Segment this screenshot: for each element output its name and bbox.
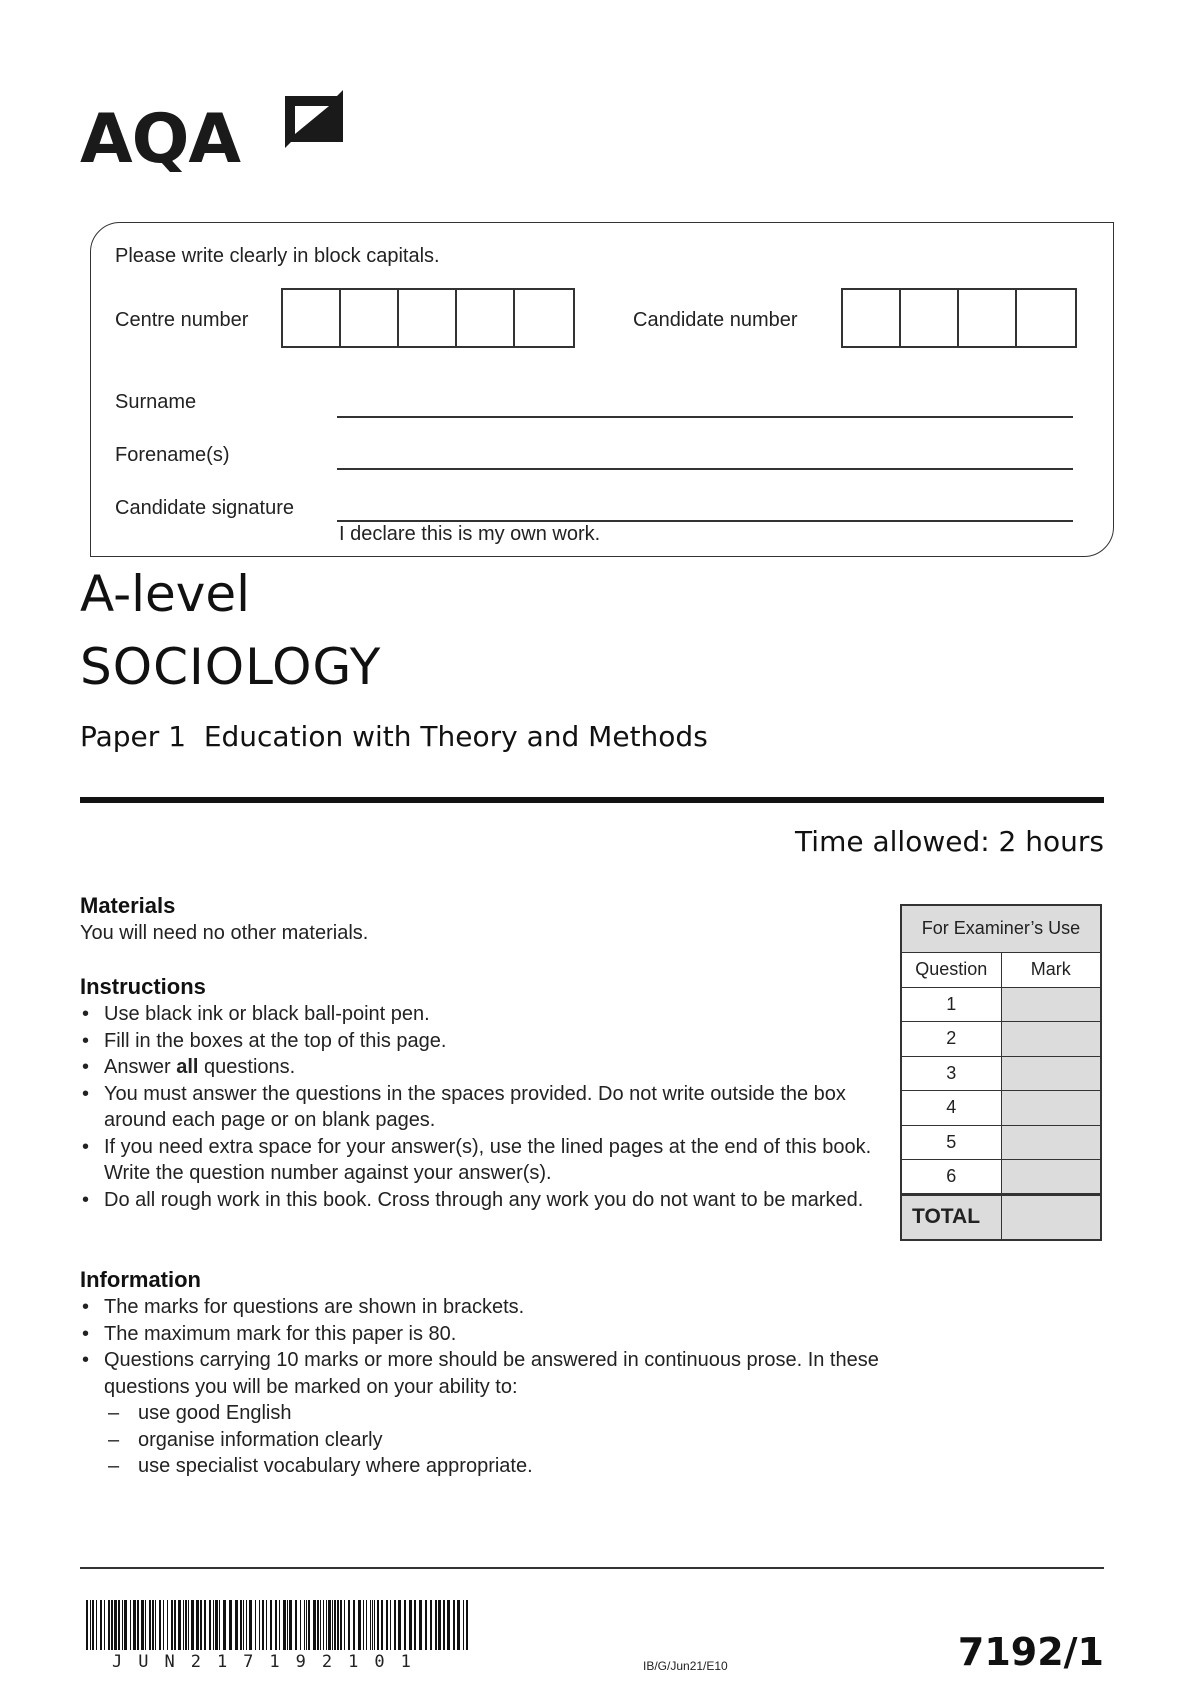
table-row xyxy=(901,987,1101,1022)
mark-cell xyxy=(1001,1091,1101,1126)
candidate-number-digit-box[interactable] xyxy=(1017,290,1075,346)
list-item: • You must answer the questions in the spaces provided. Do not write outside the box around each page or on blank pages. xyxy=(80,1081,900,1134)
candidate-number-digit-box[interactable] xyxy=(901,290,959,346)
table-row xyxy=(901,1056,1101,1091)
time-allowed: Time allowed: 2 hours xyxy=(795,825,1104,858)
surname-field[interactable] xyxy=(337,416,1073,418)
total-label: TOTAL xyxy=(901,1194,1001,1240)
list-item xyxy=(80,1347,900,1480)
qualification-level: A-level xyxy=(80,565,251,623)
mark-cell xyxy=(1001,1022,1101,1057)
subject-title: SOCIOLOGY xyxy=(80,638,382,696)
aqa-logo xyxy=(80,88,350,188)
list-item-text: Answer xyxy=(104,1056,177,1078)
logo-text: AQA xyxy=(80,100,241,179)
instructions-heading: Instructions xyxy=(80,974,206,999)
materials-heading: Materials xyxy=(80,893,176,918)
logo-mark-icon xyxy=(285,90,345,150)
barcode-icon xyxy=(86,1600,470,1650)
instructions-list xyxy=(80,1001,900,1213)
sublist-item: – use good English xyxy=(104,1400,900,1427)
table-row xyxy=(901,1091,1101,1126)
table-row xyxy=(901,1022,1101,1057)
sublist-item: – organise information clearly xyxy=(104,1427,900,1454)
list-item: • If you need extra space for your answer(s), use the lined pages at the end of this book. Write the question number against your answer(s). xyxy=(80,1134,900,1187)
sublist-item: – use specialist vocabulary where appropriate. xyxy=(104,1453,900,1480)
candidate-number-digit-box[interactable] xyxy=(959,290,1017,346)
table-row xyxy=(901,1160,1101,1195)
examiner-table-title: For Examiner’s Use xyxy=(901,905,1101,952)
list-item-text: questions. xyxy=(198,1056,296,1078)
list-item: • Use black ink or black ball-point pen. xyxy=(80,1001,900,1028)
candidate-number-boxes[interactable] xyxy=(841,288,1077,348)
paper-code: 7192/1 xyxy=(957,1630,1104,1674)
ability-sublist xyxy=(80,1400,900,1480)
signature-label: Candidate signature xyxy=(115,497,295,519)
centre-number-label: Centre number xyxy=(115,309,249,331)
question-number: 3 xyxy=(901,1056,1001,1091)
question-number: 6 xyxy=(901,1160,1001,1195)
candidate-number-digit-box[interactable] xyxy=(843,290,901,346)
paper-title: Paper 1 Education with Theory and Methods xyxy=(80,720,708,753)
centre-number-digit-box[interactable] xyxy=(515,290,573,346)
total-mark-cell xyxy=(1001,1194,1101,1240)
examiner-use-table xyxy=(900,904,1102,1241)
question-column-header: Question xyxy=(901,952,1001,987)
list-item: • Fill in the boxes at the top of this page. xyxy=(80,1028,900,1055)
document-reference: IB/G/Jun21/E10 xyxy=(643,1659,728,1673)
list-item xyxy=(80,1054,900,1081)
question-number: 4 xyxy=(901,1091,1001,1126)
candidate-details-box xyxy=(90,222,1114,557)
forename-label: Forename(s) xyxy=(115,444,230,466)
mark-cell xyxy=(1001,987,1101,1022)
list-item: • The marks for questions are shown in brackets. xyxy=(80,1294,900,1321)
centre-number-digit-box[interactable] xyxy=(399,290,457,346)
question-number: 2 xyxy=(901,1022,1001,1057)
question-number: 5 xyxy=(901,1125,1001,1160)
barcode-text: JUN217192101 xyxy=(112,1652,427,1672)
footer-divider xyxy=(80,1567,1104,1569)
materials-text: You will need no other materials. xyxy=(80,922,369,944)
mark-cell xyxy=(1001,1160,1101,1195)
block-capitals-instruction: Please write clearly in block capitals. xyxy=(115,245,440,267)
centre-number-boxes[interactable] xyxy=(281,288,575,348)
mark-cell xyxy=(1001,1125,1101,1160)
list-item: • The maximum mark for this paper is 80. xyxy=(80,1321,900,1348)
forename-field[interactable] xyxy=(337,468,1073,470)
candidate-number-label: Candidate number xyxy=(633,309,798,331)
centre-number-digit-box[interactable] xyxy=(457,290,515,346)
centre-number-digit-box[interactable] xyxy=(341,290,399,346)
information-list xyxy=(80,1294,900,1480)
mark-cell xyxy=(1001,1056,1101,1091)
table-row xyxy=(901,1125,1101,1160)
mark-column-header: Mark xyxy=(1001,952,1101,987)
list-item: • Do all rough work in this book. Cross through any work you do not want to be marked. xyxy=(80,1187,900,1214)
information-heading: Information xyxy=(80,1267,201,1292)
question-number: 1 xyxy=(901,987,1001,1022)
signature-field[interactable] xyxy=(337,520,1073,522)
list-item-text: Questions carrying 10 marks or more should be answered in continuous prose. In these questions you will be marked on your ability to: xyxy=(104,1349,879,1398)
declaration-text: I declare this is my own work. xyxy=(339,523,601,545)
title-divider xyxy=(80,797,1104,803)
centre-number-digit-box[interactable] xyxy=(283,290,341,346)
total-row xyxy=(901,1194,1101,1240)
emphasis-all: all xyxy=(176,1056,199,1078)
surname-label: Surname xyxy=(115,391,197,413)
